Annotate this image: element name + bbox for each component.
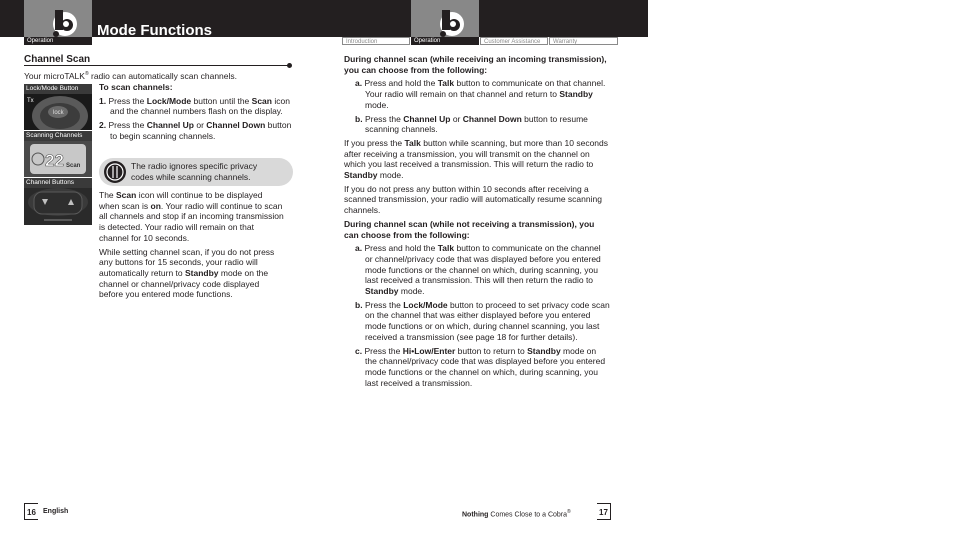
tab-warranty[interactable]: Warranty [549,37,618,45]
intro-text: Your microTALK® radio can automatically scan channels. [24,70,238,81]
option-b-not-receiving: b. Press the Lock/Mode button to proceed to set privacy code scan on the channel that was either displayed before you entered mode functions or on which, during channel scanning, you last received a transmission (see page 18 for further details). [355,299,610,342]
tab-operation-left[interactable]: Operation [24,37,92,45]
step-2: 2. Press the Channel Up or Channel Down button to begin scanning channels. [99,120,292,141]
photo-channel-buttons [24,178,92,225]
photo-scanning-channels [24,131,92,177]
tab-customer-assistance[interactable]: Customer Assistance [480,37,548,45]
photo-label-lock-mode: Lock/Mode Button [24,84,92,94]
left-column-paragraphs [99,190,285,303]
svg-text:22: 22 [45,151,64,170]
page-number-left: 16 [24,503,38,520]
tab-operation-right[interactable]: Operation [411,37,479,45]
section-rule [24,65,290,66]
option-b-receiving: b. Press the Channel Up or Channel Down button to resume scanning channels. [355,113,588,135]
photo-label-scanning: Scanning Channels [24,131,92,141]
svg-text:Tx: Tx [27,98,34,104]
heading-not-receiving: During channel scan (while not receiving a transmission), you can choose from the following: [344,218,595,240]
svg-text:Scan: Scan [66,163,81,169]
option-a-not-receiving: a. Press and hold the Talk button to communicate on the channel or channel/privacy code that was displayed before you entered mode functions or the channel on which, during scanning, you last received a transmission. This will then return the radio to Standby mode. [355,243,601,297]
note-text: The radio ignores specific privacy codes while scanning channels. [131,161,258,182]
heading-receiving: During channel scan (while receiving an incoming transmission), you can choose from the following: [344,54,607,75]
page-title: Mode Functions [97,22,212,39]
scan-display-image [24,141,92,177]
footer-language: English [43,508,69,515]
svg-text:lock: lock [53,110,64,116]
scan-paragraph-1: The Scan icon will continue to be displayed when scan is on. Your radio will continue to scan all channels and stop if an incoming transmission is detected. Your radio will remain on that channel for 10 seconds. [99,190,284,243]
lock-mode-button-image [24,94,92,130]
scan-paragraph-2: While setting channel scan, if you do not press any buttons for 15 seconds, your radio will automatically return to Standby mode on the channel or channel/privacy code displayed before you entered mode functions. [99,246,275,300]
resume-paragraph: If you do not press any button within 10 seconds after receiving a scanned transmission, your radio will automatically resume scanning channels. [344,183,602,216]
steps-heading: To scan channels: [99,82,173,92]
option-c-not-receiving: c. Press the Hi•Low/Enter button to return to Standby mode on the channel/privacy code that was displayed before you entered mode functions or the channel on which, during scanning, you last received a transmission. [355,345,606,388]
section-rule-dot [287,63,292,68]
option-a-receiving: a. Press and hold the Talk button to communicate on that channel. Your radio will remain on that channel and return to Standby mode. [355,78,606,110]
photo-lock-mode-button [24,84,92,130]
tab-introduction[interactable]: Introduction [342,37,410,45]
channel-buttons-image [24,188,92,225]
step-1: 1. Press the Lock/Mode button until the Scan icon and the channel numbers flash on the display. [99,95,290,117]
note-icon [104,161,126,183]
talk-paragraph: If you press the Talk button while scanning, but more than 10 seconds after receiving a transmission, you will transmit on the channel on which you last received a transmission. This will return the radio to Standby mode. [344,137,608,181]
photo-label-channel-buttons: Channel Buttons [24,178,92,188]
right-column [344,54,610,391]
note-box [99,158,293,186]
section-title: Channel Scan [24,54,91,65]
footer-tagline: Nothing Comes Close to a Cobra® [462,509,571,519]
left-column-steps [99,82,293,145]
page-number-right: 17 [597,503,611,520]
